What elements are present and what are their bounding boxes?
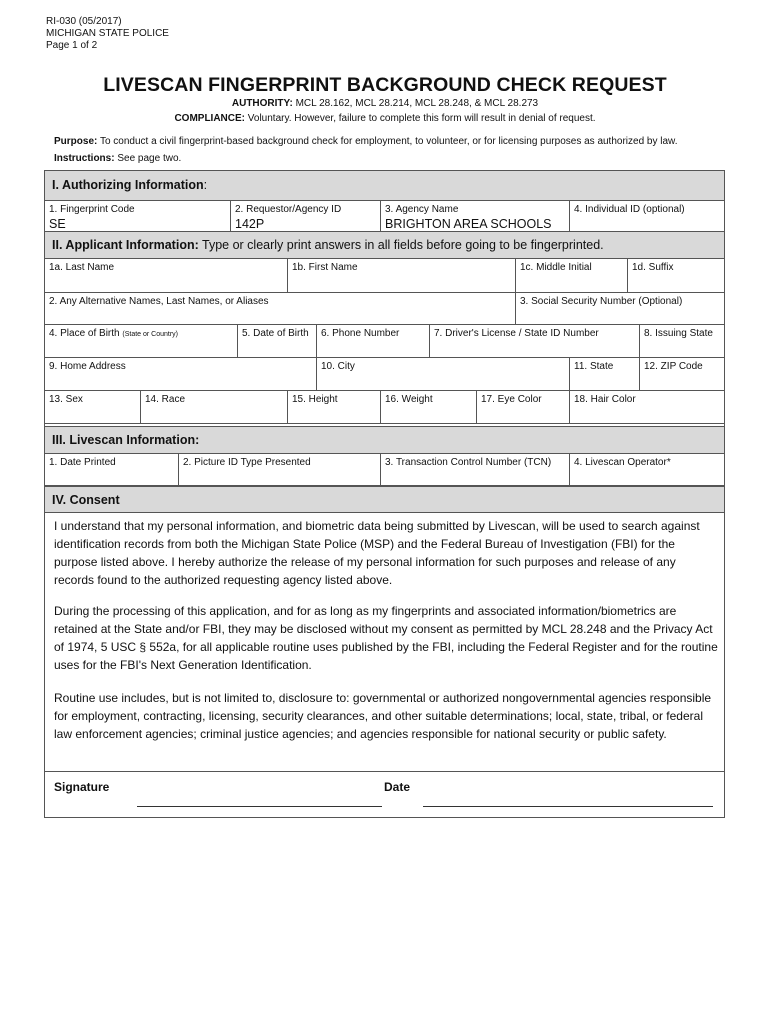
date-label: Date bbox=[384, 780, 411, 794]
instructions-text: See page two. bbox=[117, 153, 182, 164]
ssn-field[interactable] bbox=[516, 293, 724, 324]
last-name-field[interactable] bbox=[45, 259, 288, 292]
authority-line bbox=[0, 98, 770, 109]
signature-line[interactable] bbox=[137, 806, 382, 807]
phone-number-label: 6. Phone Number bbox=[321, 328, 400, 339]
address-row bbox=[45, 358, 724, 391]
race-label: 14. Race bbox=[145, 394, 186, 405]
individual-id-field[interactable] bbox=[570, 201, 724, 231]
state-field[interactable] bbox=[570, 358, 640, 390]
date-of-birth-label: 5. Date of Birth bbox=[242, 328, 309, 339]
date-of-birth-field[interactable] bbox=[238, 325, 317, 357]
ssn-label: 3. Social Security Number (Optional) bbox=[520, 296, 683, 307]
race-field[interactable] bbox=[141, 391, 288, 423]
picture-id-field[interactable] bbox=[179, 454, 381, 485]
aliases-row bbox=[45, 293, 724, 325]
first-name-field[interactable] bbox=[288, 259, 516, 292]
compliance-line bbox=[0, 113, 770, 124]
sex-label: 13. Sex bbox=[49, 394, 83, 405]
consent-paragraph-1 bbox=[54, 517, 719, 589]
suffix-field[interactable] bbox=[628, 259, 724, 292]
agency-name-header: MICHIGAN STATE POLICE bbox=[46, 28, 169, 39]
requestor-agency-id-value: 142P bbox=[235, 217, 265, 231]
background-check-form bbox=[44, 170, 725, 818]
livescan-row bbox=[45, 454, 724, 486]
city-field[interactable] bbox=[317, 358, 570, 390]
section-livescan-title: III. Livescan Information: bbox=[52, 433, 200, 447]
tcn-label: 3. Transaction Control Number (TCN) bbox=[385, 457, 552, 468]
place-of-birth-label-group bbox=[49, 328, 178, 339]
city-label: 10. City bbox=[321, 361, 355, 372]
alternative-names-field[interactable] bbox=[45, 293, 516, 324]
tcn-field[interactable] bbox=[381, 454, 570, 485]
section-applicant-header bbox=[45, 232, 724, 259]
livescan-operator-field[interactable] bbox=[570, 454, 724, 485]
authority-text: MCL 28.162, MCL 28.214, MCL 28.248, & MCL 28.273 bbox=[295, 98, 539, 109]
home-address-label: 9. Home Address bbox=[49, 361, 126, 372]
consent-text-3: Routine use includes, but is not limited to, disclosure to: governmental or authorized nongovernmental agencies responsible for employment, contracting, licensing, security clearances, and other suitable determinations; local, state, tribal, or federal law enforcement agencies; criminal justice agencies; and agencies responsible for national security or public safety. bbox=[54, 691, 712, 741]
agency-name-value: BRIGHTON AREA SCHOOLS bbox=[385, 217, 552, 231]
phone-number-field[interactable] bbox=[317, 325, 430, 357]
section-authorizing-title: I. Authorizing Information bbox=[52, 178, 204, 192]
alternative-names-label: 2. Any Alternative Names, Last Names, or Aliases bbox=[49, 296, 269, 307]
fingerprint-code-value: SE bbox=[49, 217, 66, 231]
state-label: 11. State bbox=[574, 361, 614, 372]
signature-label: Signature bbox=[54, 780, 110, 794]
authorizing-row bbox=[45, 201, 724, 232]
applicant-name-row bbox=[45, 259, 724, 293]
drivers-license-label: 7. Driver's License / State ID Number bbox=[434, 328, 599, 339]
first-name-label: 1b. First Name bbox=[292, 262, 358, 273]
section-applicant-subtitle: Type or clearly print answers in all fields before going to be fingerprinted. bbox=[202, 238, 604, 252]
zip-code-label: 12. ZIP Code bbox=[644, 361, 703, 372]
individual-id-label: 4. Individual ID (optional) bbox=[574, 204, 685, 215]
form-header bbox=[46, 16, 169, 52]
agency-name-field[interactable] bbox=[381, 201, 570, 231]
consent-paragraph-2 bbox=[54, 602, 719, 674]
section-livescan-header bbox=[45, 427, 724, 454]
compliance-text: Voluntary. However, failure to complete this form will result in denial of request. bbox=[247, 113, 596, 124]
purpose-text: To conduct a civil fingerprint-based background check for employment, to volunteer, or for licensing purposes as authorized by law. bbox=[99, 136, 678, 147]
date-printed-label: 1. Date Printed bbox=[49, 457, 116, 468]
birth-row bbox=[45, 325, 724, 358]
purpose-label: Purpose: bbox=[54, 136, 98, 147]
date-printed-field[interactable] bbox=[45, 454, 179, 485]
height-label: 15. Height bbox=[292, 394, 338, 405]
eye-color-field[interactable] bbox=[477, 391, 570, 423]
hair-color-label: 18. Hair Color bbox=[574, 394, 636, 405]
requestor-agency-id-field[interactable] bbox=[231, 201, 381, 231]
requestor-agency-id-label: 2. Requestor/Agency ID bbox=[235, 204, 342, 215]
section-consent-header bbox=[45, 486, 724, 513]
home-address-field[interactable] bbox=[45, 358, 317, 390]
form-id: RI-030 (05/2017) bbox=[46, 16, 122, 27]
middle-initial-label: 1c. Middle Initial bbox=[520, 262, 592, 273]
eye-color-label: 17. Eye Color bbox=[481, 394, 542, 405]
fingerprint-code-label: 1. Fingerprint Code bbox=[49, 204, 135, 215]
authority-label: AUTHORITY: bbox=[231, 98, 293, 109]
issuing-state-field[interactable] bbox=[640, 325, 724, 357]
hair-color-field[interactable] bbox=[570, 391, 724, 423]
picture-id-label: 2. Picture ID Type Presented bbox=[183, 457, 311, 468]
instructions-label: Instructions: bbox=[54, 153, 115, 164]
place-of-birth-label: 4. Place of Birth bbox=[49, 328, 120, 339]
agency-name-label: 3. Agency Name bbox=[385, 204, 459, 215]
section-authorizing-header bbox=[45, 171, 724, 201]
page-number: Page 1 of 2 bbox=[46, 40, 98, 51]
place-of-birth-field[interactable] bbox=[45, 325, 238, 357]
drivers-license-field[interactable] bbox=[430, 325, 640, 357]
issuing-state-label: 8. Issuing State bbox=[644, 328, 713, 339]
instructions-line bbox=[54, 153, 181, 164]
suffix-label: 1d. Suffix bbox=[632, 262, 674, 273]
date-line[interactable] bbox=[423, 806, 713, 807]
height-field[interactable] bbox=[288, 391, 381, 423]
consent-text-2: During the processing of this application, and for as long as my fingerprints and associated information/biometrics are retained at the State and/or FBI, they may be disclosed without my consent as permitted by MCL 28.248 and the Privacy Act of 1974, 5 USC § 552a, for all applicable routine uses published by the FBI, including the Federal Register and for the routine uses for the FBI's Next Generation Identification. bbox=[54, 604, 718, 672]
sex-field[interactable] bbox=[45, 391, 141, 423]
physical-description-row bbox=[45, 391, 724, 424]
section-consent-title: IV. Consent bbox=[52, 493, 120, 507]
middle-initial-field[interactable] bbox=[516, 259, 628, 292]
purpose-line bbox=[54, 136, 678, 147]
consent-paragraph-3 bbox=[54, 689, 719, 743]
compliance-label: COMPLIANCE: bbox=[174, 113, 245, 124]
livescan-operator-label: 4. Livescan Operator* bbox=[574, 457, 671, 468]
page-title: LIVESCAN FINGERPRINT BACKGROUND CHECK REQUEST bbox=[103, 74, 667, 96]
place-of-birth-note: (State or Country) bbox=[122, 331, 179, 338]
fingerprint-code-field[interactable] bbox=[45, 201, 231, 231]
weight-field[interactable] bbox=[381, 391, 477, 423]
section-applicant-title: II. Applicant Information: bbox=[52, 238, 199, 252]
weight-label: 16. Weight bbox=[385, 394, 433, 405]
signature-divider bbox=[45, 771, 724, 772]
section-authorizing-colon: : bbox=[203, 178, 208, 192]
consent-text-1: I understand that my personal information, and biometric data being submitted by Livescan, will be used to search against identification records from both the Michigan State Police (MSP) and the Federal Bureau of Investigation (FBI) for the purpose listed above. I hereby authorize the release of my personal information for such purposes and release of any records found to the authorized requesting agency listed above. bbox=[54, 519, 700, 587]
zip-code-field[interactable] bbox=[640, 358, 724, 390]
last-name-label: 1a. Last Name bbox=[49, 262, 115, 273]
